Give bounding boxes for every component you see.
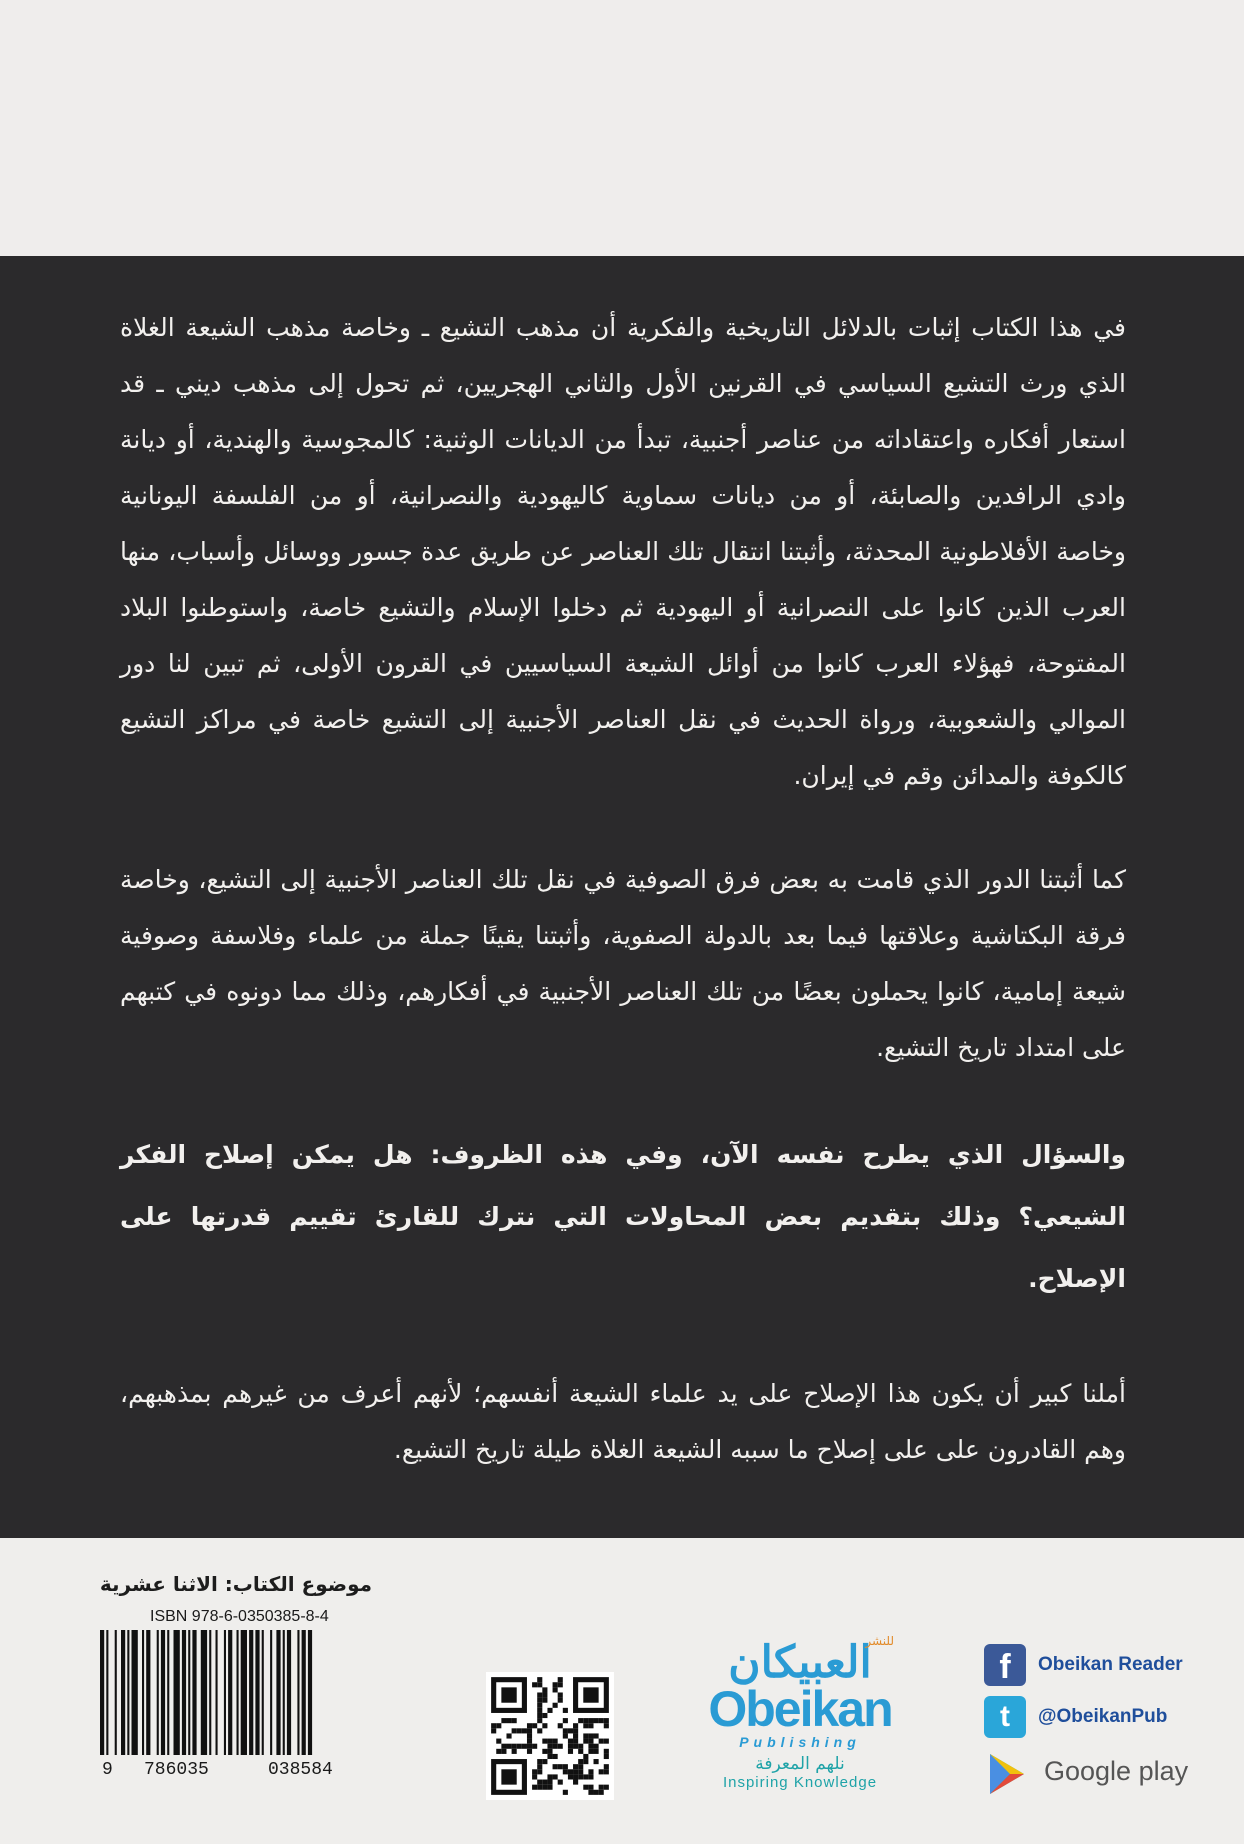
barcode-bar [167,1630,169,1755]
barcode-digits-left: 786035 [144,1760,209,1780]
barcode-bar [209,1630,211,1755]
qr-module [542,1785,547,1790]
qr-module [553,1703,558,1708]
qr-module [547,1774,552,1779]
qr-module [573,1723,578,1728]
publisher-name-en: Obeikan [708,1681,892,1737]
qr-module [553,1764,558,1769]
qr-module [563,1718,568,1723]
qr-module [537,1769,542,1774]
qr-module [547,1708,552,1713]
qr-module [547,1739,552,1744]
blurb-paragraph-4: أملنا كبير أن يكون هذا الإصلاح على يد علماء الشيعة أنفسهم؛ لأنهم أعرف من غيرهم بمذهبهم، وهم القادرون على على إصلاح ما سببه الشيعة الغلاة طيلة تاريخ التشيع. [120,1379,1126,1464]
barcode-bar [237,1630,239,1755]
qr-module [558,1698,563,1703]
qr-module [537,1759,542,1764]
qr-module [542,1713,547,1718]
qr-module [547,1744,552,1749]
qr-module [537,1718,542,1723]
barcode-bar [283,1630,285,1755]
barcode-bar [127,1630,129,1755]
qr-module [588,1785,593,1790]
qr-code[interactable] [486,1672,614,1800]
qr-module [599,1718,604,1723]
qr-finder [501,1687,516,1702]
barcode-bar [270,1630,272,1755]
qr-module [506,1744,511,1749]
publisher-tag-ar: للنشر [865,1634,894,1648]
qr-module [547,1749,552,1754]
qr-module [583,1774,588,1779]
barcode-bar [157,1630,159,1755]
qr-module [522,1728,527,1733]
qr-module [542,1739,547,1744]
qr-module [568,1769,573,1774]
qr-module [563,1764,568,1769]
qr-module [573,1780,578,1785]
qr-module [491,1728,496,1733]
barcode [100,1630,380,1755]
qr-module [527,1739,532,1744]
facebook-link[interactable] [984,1644,1244,1688]
qr-module [563,1708,568,1713]
qr-module [578,1744,583,1749]
publisher-publishing-label: Publishing [739,1734,861,1750]
qr-module [527,1723,532,1728]
qr-module [496,1723,501,1728]
qr-module [553,1774,558,1779]
qr-module [573,1769,578,1774]
qr-module [568,1774,573,1779]
qr-module [588,1749,593,1754]
barcode-bar [115,1630,117,1755]
book-blurb [120,300,1126,1478]
barcode-digit-prefix: 9 [102,1760,113,1780]
qr-module [568,1739,573,1744]
qr-module [588,1733,593,1738]
qr-module [578,1749,583,1754]
google-play-link[interactable] [984,1752,1244,1796]
qr-module [563,1790,568,1795]
book-subject-label: موضوع الكتاب: الاثنا عشرية [99,1572,372,1596]
qr-module [588,1744,593,1749]
qr-module [537,1692,542,1697]
qr-module [537,1682,542,1687]
qr-module [553,1754,558,1759]
qr-finder [583,1687,598,1702]
qr-module [563,1769,568,1774]
qr-module [573,1744,578,1749]
qr-module [532,1744,537,1749]
qr-module [537,1708,542,1713]
barcode-bar [228,1630,232,1755]
facebook-icon: f [984,1644,1026,1686]
qr-module [527,1728,532,1733]
qr-module [578,1718,583,1723]
qr-module [594,1718,599,1723]
qr-module [558,1744,563,1749]
qr-module [527,1733,532,1738]
google-play-icon [984,1752,1030,1796]
qr-module [542,1692,547,1697]
qr-module [588,1774,593,1779]
qr-module [578,1759,583,1764]
qr-module [578,1774,583,1779]
qr-module [547,1785,552,1790]
qr-module [583,1785,588,1790]
barcode-bar [182,1630,186,1755]
qr-module [583,1723,588,1728]
barcode-bar [188,1630,190,1755]
publisher-slogan-ar: نلهم المعرفة [755,1754,845,1774]
qr-module [599,1785,604,1790]
qr-module [542,1749,547,1754]
twitter-link[interactable] [984,1696,1244,1740]
qr-module [542,1759,547,1764]
qr-module [594,1744,599,1749]
qr-module [537,1713,542,1718]
qr-module [573,1764,578,1769]
google-play-label: Google play [1044,1756,1189,1786]
qr-module [542,1780,547,1785]
blurb-paragraph-1: في هذا الكتاب إثبات بالدلائل التاريخية والفكرية أن مذهب التشيع ـ وخاصة مذهب الشيعة الغلاة الذي ورث التشيع السياسي في القرنين الأول والثاني الهجريين، ثم تحول إلى مذهب ديني ـ قد استعار أفكاره واعتقاداته من عناصر أجنبية، تبدأ من الديانات الوثنية: كالمجوسية والهندية، أو ديانة وادي الرافدين والصابئة، أو من ديانات سماوية كاليهودية والنصرانية، أو من الفلسفة اليونانية وخاصة الأفلاطونية المحدثة، وأثبتنا انتقال تلك العناصر عن طريق عدة جسور ووسائل وأسباب، منها العرب الذين كانوا على النصرانية أو اليهودية ثم دخلوا الإسلام والتشيع خاصة، واستوطنوا البلاد المفتوحة، فهؤلاء العرب كانوا من أوائل الشيعة السياسيين في القرون الأولى، ثم تبين لنا دور الموالي والشعوبية، ورواة الحديث في نقل العناصر الأجنبية إلى التشيع خاصة في مراكز التشيع كالكوفة والمدائن وقم في إيران. [120,313,1126,790]
barcode-bar [255,1630,259,1755]
qr-module [563,1733,568,1738]
barcode-bar [276,1630,280,1755]
qr-module [583,1759,588,1764]
qr-module [563,1728,568,1733]
qr-module [496,1749,501,1754]
qr-module [573,1728,578,1733]
qr-module [496,1739,501,1744]
qr-module [517,1744,522,1749]
qr-module [517,1728,522,1733]
qr-module [594,1790,599,1795]
barcode-bar [216,1630,218,1755]
qr-module [604,1785,609,1790]
qr-module [558,1682,563,1687]
qr-module [604,1764,609,1769]
qr-module [532,1682,537,1687]
qr-module [604,1723,609,1728]
qr-module [553,1744,558,1749]
qr-module [588,1769,593,1774]
twitter-icon: t [984,1696,1026,1738]
barcode-bar [249,1630,253,1755]
qr-module [604,1718,609,1723]
qr-module [501,1718,506,1723]
barcode-bar [106,1630,108,1755]
barcode-bar [262,1630,264,1755]
barcode-bar [302,1630,306,1755]
twitter-handle: @ObeikanPub [1038,1706,1168,1727]
barcode-bar [192,1630,196,1755]
qr-finder [501,1769,516,1784]
qr-module [501,1744,506,1749]
barcode-bar [100,1630,104,1755]
qr-module [547,1780,552,1785]
barcode-bar [146,1630,150,1755]
qr-module [512,1744,517,1749]
qr-module [542,1687,547,1692]
qr-module [527,1749,532,1754]
barcode-bar [224,1630,226,1755]
qr-module [573,1733,578,1738]
qr-module [542,1698,547,1703]
qr-module [512,1728,517,1733]
qr-module [522,1744,527,1749]
barcode-bar [132,1630,138,1755]
qr-module [537,1785,542,1790]
qr-module [604,1769,609,1774]
barcode-bar [142,1630,144,1755]
blurb-paragraph-2: كما أثبتنا الدور الذي قامت به بعض فرق الصوفية في نقل تلك العناصر الأجنبية إلى التشيع، وخاصة فرقة البكتاشية وعلاقتها فيما بعد بالدولة الصفوية، وأثبتنا يقينًا جملة من علماء وفلاسفة وصوفية شيعة إمامية، كانوا يحملون بعضًا من تلك العناصر الأجنبية في أفكارهم، وذلك مما دونوه في كتبهم على امتداد تاريخ التشيع. [120,865,1126,1062]
qr-module [594,1733,599,1738]
publisher-slogan-en: Inspiring Knowledge [722,1774,878,1791]
qr-module [583,1754,588,1759]
qr-module [547,1754,552,1759]
qr-module [506,1733,511,1738]
qr-module [506,1718,511,1723]
qr-module [537,1698,542,1703]
qr-module [583,1718,588,1723]
qr-module [568,1744,573,1749]
qr-module [599,1739,604,1744]
qr-module [532,1785,537,1790]
blurb-paragraph-3: والسؤال الذي يطرح نفسه الآن، وفي هذه الظروف: هل يمكن إصلاح الفكر الشيعي؟ وذلك بتقديم بعض المحاولات التي نترك للقارئ تقييم قدرتها على الإصلاح. [120,1140,1126,1293]
qr-module [537,1677,542,1682]
barcode-bar [287,1630,291,1755]
qr-module [573,1739,578,1744]
qr-module [512,1749,517,1754]
qr-module [568,1728,573,1733]
qr-module [558,1764,563,1769]
qr-module [553,1682,558,1687]
qr-module [537,1728,542,1733]
qr-module [527,1744,532,1749]
barcode-bar [241,1630,247,1755]
qr-module [594,1749,599,1754]
qr-module [491,1723,496,1728]
facebook-handle: Obeikan Reader [1038,1654,1183,1675]
qr-module [604,1739,609,1744]
qr-module [599,1769,604,1774]
cover-top-band [0,0,1244,256]
qr-module [604,1754,609,1759]
isbn-number: ISBN 978-6-0350385-8-4 [150,1608,329,1625]
qr-module [583,1733,588,1738]
qr-module [578,1764,583,1769]
qr-module [537,1764,542,1769]
qr-module [537,1780,542,1785]
qr-module [594,1759,599,1764]
qr-module [501,1749,506,1754]
qr-module [588,1739,593,1744]
qr-module [558,1692,563,1697]
barcode-bar [201,1630,207,1755]
barcode-bar [161,1630,165,1755]
publisher-name-ar: العبيكان [728,1637,872,1688]
barcode-digits [100,1760,380,1782]
qr-module [542,1723,547,1728]
qr-module [588,1790,593,1795]
publisher-logo [700,1634,900,1810]
qr-module [599,1790,604,1795]
qr-module [512,1718,517,1723]
barcode-bar [297,1630,299,1755]
qr-module [553,1739,558,1744]
barcode-bar [121,1630,125,1755]
qr-module [588,1723,593,1728]
qr-module [588,1718,593,1723]
qr-module [558,1723,563,1728]
barcode-bar [308,1630,312,1755]
qr-module [532,1723,537,1728]
qr-module [604,1749,609,1754]
qr-module [568,1749,573,1754]
qr-module [558,1780,563,1785]
qr-module [583,1739,588,1744]
barcode-digits-right: 038584 [268,1760,333,1780]
qr-module [532,1769,537,1774]
barcode-bar [174,1630,180,1755]
qr-module [553,1687,558,1692]
qr-module [578,1769,583,1774]
qr-module [537,1703,542,1708]
qr-module [558,1677,563,1682]
qr-module [532,1774,537,1779]
qr-module [573,1774,578,1779]
